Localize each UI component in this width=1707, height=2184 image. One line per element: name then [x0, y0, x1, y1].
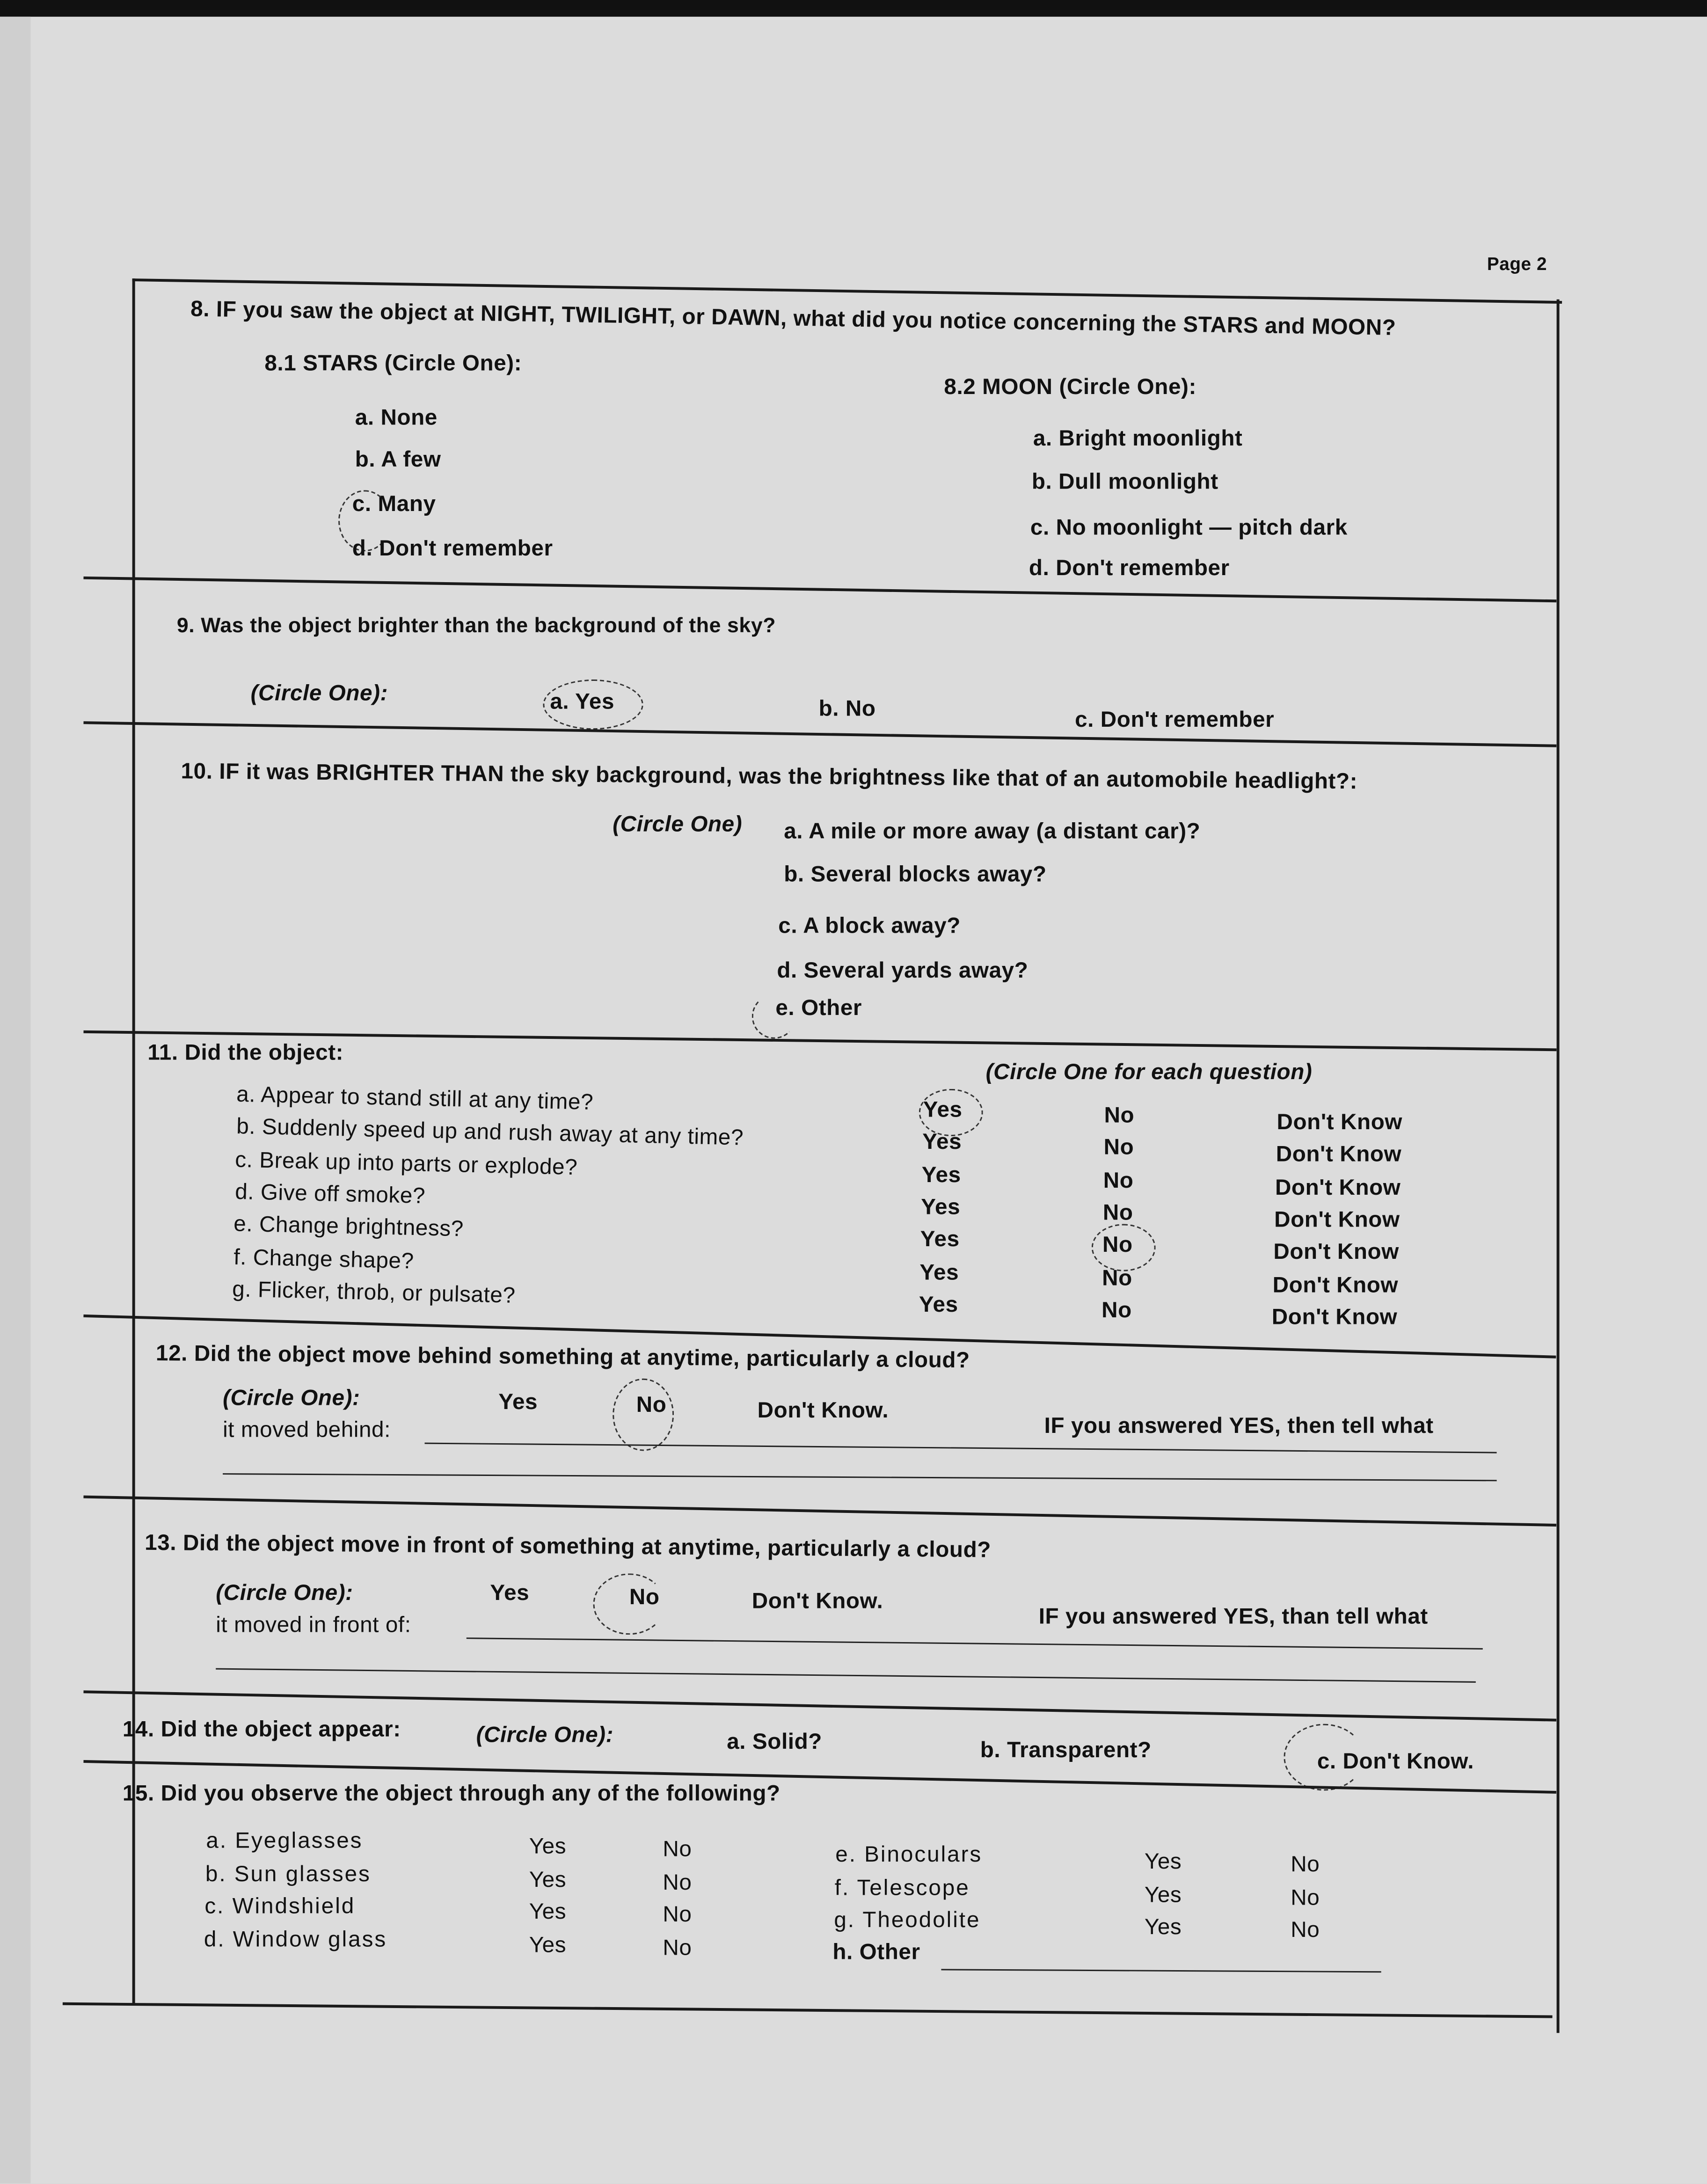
q8-moon-label: 8.2 MOON (Circle One):	[944, 376, 1196, 400]
answer-circle-mark	[919, 1089, 983, 1136]
q10-option[interactable]: c. A block away?	[778, 914, 961, 939]
q12-option[interactable]: Don't Know.	[757, 1399, 889, 1423]
q15-item-label: g. Theodolite	[834, 1909, 981, 1933]
q12-followup: IF you answered YES, then tell what	[1044, 1415, 1434, 1439]
q13-answer-line-1[interactable]	[467, 1637, 1483, 1650]
q10-option[interactable]: a. A mile or more away (a distant car)?	[784, 820, 1201, 844]
q11-text: 11. Did the object:	[147, 1041, 344, 1066]
q15-item-label: f. Telescope	[834, 1876, 970, 1900]
q14-circle-one: (Circle One):	[476, 1724, 614, 1748]
q15-answer-yes[interactable]: Yes	[529, 1900, 567, 1925]
page-number: Page 2	[1487, 253, 1547, 275]
q11-answer-dont-know[interactable]: Don't Know	[1277, 1111, 1403, 1135]
q11-item-label: c. Break up into parts or explode?	[234, 1148, 578, 1180]
form-border-bottom	[63, 2002, 1553, 2018]
q12-line-label: it moved behind:	[223, 1419, 391, 1443]
q15-answer-yes[interactable]: Yes	[1144, 1850, 1182, 1875]
q10-option-selected[interactable]: e. Other	[775, 997, 862, 1021]
q15-answer-no[interactable]: No	[663, 1903, 692, 1928]
q8-moon-option[interactable]: c. No moonlight — pitch dark	[1030, 516, 1348, 541]
q15-answer-no[interactable]: No	[663, 1838, 692, 1862]
q13-option[interactable]: Yes	[490, 1582, 530, 1606]
q11-answer-yes[interactable]: Yes	[919, 1261, 959, 1285]
q11-answer-no[interactable]: No	[1102, 1234, 1133, 1258]
q13-option-selected[interactable]: No	[629, 1586, 660, 1610]
q15-item-label: e. Binoculars	[835, 1843, 983, 1868]
scan-border	[0, 0, 1707, 17]
q11-answer-yes[interactable]: Yes	[921, 1196, 961, 1220]
q15-answer-yes[interactable]: Yes	[1144, 1916, 1182, 1940]
q15-answer-no[interactable]: No	[663, 1870, 692, 1895]
q12-text: 12. Did the object move behind something at anytime, particularly a cloud?	[155, 1342, 970, 1373]
q10-option[interactable]: b. Several blocks away?	[784, 863, 1047, 887]
q15-answer-no[interactable]: No	[1291, 1853, 1320, 1877]
q11-answer-dont-know[interactable]: Don't Know	[1276, 1143, 1402, 1168]
q12-answer-line-2[interactable]	[223, 1473, 1497, 1481]
q11-answer-dont-know[interactable]: Don't Know	[1271, 1306, 1398, 1329]
q13-option[interactable]: Don't Know.	[751, 1590, 883, 1614]
q11-item-label: g. Flicker, throb, or pulsate?	[232, 1278, 516, 1308]
q8-moon-option[interactable]: b. Dull moonlight	[1031, 470, 1218, 495]
section-divider	[83, 1690, 1556, 1721]
q13-circle-one: (Circle One):	[216, 1582, 353, 1606]
q12-answer-line-1[interactable]	[425, 1443, 1497, 1454]
form-border-top	[132, 278, 1562, 304]
q11-answer-dont-know[interactable]: Don't Know	[1275, 1176, 1401, 1200]
q12-option[interactable]: Yes	[498, 1391, 538, 1415]
q13-followup: IF you answered YES, than tell what	[1038, 1605, 1428, 1629]
answer-circle-mark	[1284, 1724, 1364, 1791]
q13-text: 13. Did the object move in front of something at anytime, particularly a cloud?	[145, 1532, 992, 1563]
q11-answer-no[interactable]: No	[1103, 1169, 1134, 1193]
q14-text: 14. Did the object appear:	[122, 1718, 401, 1742]
q11-answer-no[interactable]: No	[1104, 1104, 1135, 1128]
q15-text: 15. Did you observe the object through any of the following?	[122, 1782, 781, 1806]
q11-answer-no[interactable]: No	[1102, 1299, 1132, 1323]
q15-item-label: c. Windshield	[204, 1895, 356, 1919]
q11-answer-yes[interactable]: Yes	[920, 1228, 960, 1252]
q8-moon-option[interactable]: a. Bright moonlight	[1033, 427, 1243, 452]
section-divider	[83, 721, 1556, 747]
q12-option-selected[interactable]: No	[636, 1394, 667, 1418]
q15-answer-yes[interactable]: Yes	[1144, 1883, 1182, 1907]
q11-answer-dont-know[interactable]: Don't Know	[1273, 1241, 1399, 1265]
q11-answer-yes[interactable]: Yes	[923, 1098, 963, 1123]
q10-text: 10. IF it was BRIGHTER THAN the sky background, was the brightness like that of an automobile headlight?:	[181, 760, 1358, 795]
q15-answer-no[interactable]: No	[1291, 1886, 1320, 1910]
q11-answer-no[interactable]: No	[1103, 1136, 1134, 1161]
q13-answer-line-2[interactable]	[216, 1668, 1476, 1683]
q8-moon-option[interactable]: d. Don't remember	[1029, 557, 1230, 581]
q9-option[interactable]: b. No	[818, 697, 876, 722]
q15-answer-no[interactable]: No	[663, 1936, 692, 1960]
q15-other-line[interactable]	[941, 1969, 1381, 1972]
scan-edge	[0, 17, 30, 2184]
q8-stars-option[interactable]: d. Don't remember	[352, 537, 553, 562]
q8-stars-option[interactable]: a. None	[355, 406, 438, 431]
q14-option[interactable]: b. Transparent?	[980, 1739, 1152, 1763]
q8-stars-option-selected[interactable]: c. Many	[352, 493, 436, 517]
q11-answer-no[interactable]: No	[1102, 1201, 1133, 1226]
answer-circle-mark	[752, 994, 796, 1039]
q15-item-label: a. Eyeglasses	[206, 1829, 363, 1854]
q11-answer-dont-know[interactable]: Don't Know	[1272, 1273, 1399, 1297]
q10-circle-one: (Circle One)	[613, 813, 743, 837]
q13-line-label: it moved in front of:	[216, 1614, 411, 1638]
q15-answer-yes[interactable]: Yes	[529, 1835, 567, 1859]
q11-item-label: d. Give off smoke?	[234, 1180, 425, 1209]
q15-item-label: d. Window glass	[204, 1928, 387, 1952]
form-border-left	[132, 278, 135, 2005]
q11-instruction: (Circle One for each question)	[985, 1061, 1313, 1085]
answer-circle-mark	[1092, 1224, 1156, 1271]
form-border-right	[1557, 299, 1560, 2033]
q9-circle-one: (Circle One):	[250, 682, 388, 706]
q11-answer-no[interactable]: No	[1102, 1266, 1132, 1290]
q11-answer-dont-know[interactable]: Don't Know	[1274, 1208, 1400, 1232]
section-divider	[83, 577, 1556, 602]
answer-circle-mark	[593, 1573, 666, 1635]
q9-option-selected[interactable]: a. Yes	[550, 690, 615, 715]
q15-answer-yes[interactable]: Yes	[529, 1868, 567, 1892]
q11-answer-yes[interactable]: Yes	[921, 1163, 961, 1187]
q8-stars-option[interactable]: b. A few	[355, 448, 441, 472]
q10-option[interactable]: d. Several yards away?	[777, 959, 1029, 983]
q8-text: 8. IF you saw the object at NIGHT, TWILIGHT, or DAWN, what did you notice concerning the STARS and MOON?	[190, 298, 1396, 341]
section-divider	[83, 1496, 1556, 1527]
q9-option[interactable]: c. Don't remember	[1075, 709, 1275, 733]
answer-circle-mark	[543, 679, 643, 730]
q11-item-label: e. Change brightness?	[233, 1213, 464, 1242]
q8-stars-label: 8.1 STARS (Circle One):	[264, 352, 522, 376]
q15-answer-no[interactable]: No	[1291, 1919, 1320, 1943]
q15-other-label: h. Other	[832, 1941, 920, 1965]
q11-item-label: f. Change shape?	[233, 1245, 414, 1273]
q14-option-selected[interactable]: c. Don't Know.	[1317, 1750, 1474, 1774]
q15-answer-yes[interactable]: Yes	[529, 1933, 567, 1958]
q11-item-label: a. Appear to stand still at any time?	[236, 1083, 594, 1115]
q12-circle-one: (Circle One):	[223, 1387, 360, 1411]
q15-item-label: b. Sun glasses	[205, 1862, 371, 1886]
q11-item-label: b. Suddenly speed up and rush away at any time?	[235, 1116, 744, 1151]
q9-text: 9. Was the object brighter than the background of the sky?	[176, 614, 776, 638]
q11-answer-yes[interactable]: Yes	[922, 1131, 962, 1155]
answer-circle-mark	[613, 1379, 674, 1451]
q11-answer-yes[interactable]: Yes	[919, 1293, 958, 1317]
q14-option[interactable]: a. Solid?	[727, 1731, 822, 1755]
